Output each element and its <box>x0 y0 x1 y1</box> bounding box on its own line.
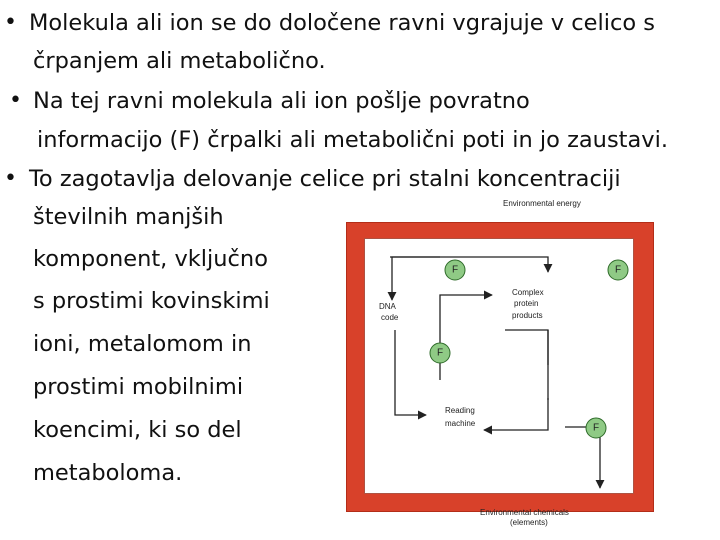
environmental-chemicals-label-2: (elements) <box>510 518 548 527</box>
feedback-badge-2 <box>608 260 628 280</box>
products-label-2: protein <box>514 299 539 308</box>
feedback-badge-3-label: F <box>436 347 444 359</box>
bullet-marker-2: • <box>9 88 22 113</box>
bullet-marker-3: • <box>4 166 17 191</box>
products-label-1: Complex <box>512 288 544 297</box>
bullet-3-line-5: ioni, metalomom in <box>33 331 252 357</box>
dna-label-1: DNA <box>379 302 396 311</box>
bullet-3-line-1: To zagotavlja delovanje celice pri stalni koncentraciji <box>29 166 621 192</box>
bullet-3-line-6: prostimi mobilnimi <box>33 374 244 400</box>
dna-label-2: code <box>381 313 399 322</box>
bullet-3-line-8: metaboloma. <box>33 460 183 486</box>
feedback-badge-3 <box>430 343 450 363</box>
feedback-badge-2-label: F <box>614 264 622 276</box>
bullet-1-line-2: črpanjem ali metabolično. <box>33 48 326 74</box>
bullet-2-line-1: Na tej ravni molekula ali ion pošlje povratno <box>33 88 530 114</box>
bullet-3-line-2: številnih manjših <box>33 204 224 230</box>
products-label-3: products <box>512 311 543 320</box>
feedback-badge-4-label: F <box>592 422 600 434</box>
feedback-badge-4 <box>586 418 606 438</box>
environmental-chemicals-label-1: Environmental chemicals <box>480 508 569 517</box>
machine-label-2: machine <box>445 419 476 428</box>
machine-label-1: Reading <box>445 406 475 415</box>
bullet-marker-1: • <box>4 10 17 35</box>
bullet-3-line-4: s prostimi kovinskimi <box>33 288 270 314</box>
feedback-badge-1 <box>445 260 465 280</box>
environmental-energy-label: Environmental energy <box>503 199 581 208</box>
bullet-3-line-3: komponent, vključno <box>33 246 268 272</box>
bullet-3-line-7: koencimi, ki so del <box>33 417 242 443</box>
feedback-badge-1-label: F <box>451 264 459 276</box>
bullet-2-line-2: informacijo (F) črpalki ali metabolični poti in jo zaustavi. <box>37 127 668 153</box>
bullet-1-line-1: Molekula ali ion se do določene ravni vgrajuje v celico s <box>29 10 655 36</box>
